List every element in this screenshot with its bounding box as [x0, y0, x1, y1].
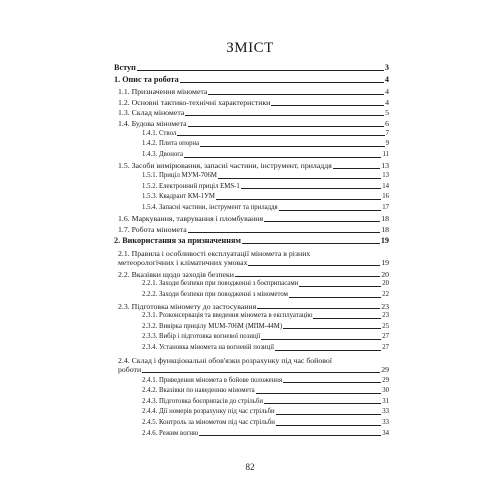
- toc-entry-title: 2.4.5. Контроль за мінометом під час стрільби: [142, 418, 275, 426]
- toc-entry[interactable]: [142, 205, 389, 212]
- dot-leader: [283, 382, 381, 383]
- dot-leader: [200, 146, 384, 147]
- toc-entry-title: 2.2.1. Заходи безпеки при поводженні з боєприпасами: [142, 280, 299, 288]
- toc-entry-title: 1.4.3. Двонога: [142, 150, 184, 158]
- toc-entry[interactable]: [142, 334, 389, 341]
- toc-entry-title: 2.4.1. Приведення міномета в бойове положення: [142, 376, 283, 384]
- toc-entry[interactable]: [118, 120, 389, 128]
- toc-entry-page: 20: [381, 269, 389, 279]
- toc-entry-page: 20: [382, 280, 389, 288]
- toc-entry-page: 34: [382, 429, 389, 437]
- toc-entry-page: 5: [385, 108, 389, 118]
- toc-entry-page: 33: [382, 418, 389, 426]
- toc-entry[interactable]: [118, 226, 389, 234]
- toc-entry[interactable]: [142, 184, 389, 191]
- dot-leader: [177, 135, 384, 136]
- dot-leader: [185, 115, 384, 116]
- toc-entry[interactable]: [142, 141, 389, 148]
- dot-leader: [257, 308, 380, 309]
- dot-leader: [276, 414, 382, 415]
- toc-entry[interactable]: [142, 313, 389, 320]
- toc-entry-page: 3: [384, 63, 389, 72]
- toc-entry-title: 1.4. Будова міномета: [118, 119, 187, 128]
- toc-entry-page: 13: [381, 161, 389, 171]
- dot-leader: [218, 178, 381, 179]
- toc-entry-page: 22: [382, 290, 389, 298]
- toc-entry[interactable]: [118, 271, 389, 279]
- toc-entry-page: 19: [381, 257, 389, 267]
- dot-leader: [264, 221, 380, 222]
- toc-entry-page: 6: [385, 119, 389, 128]
- toc-entry-page: 18: [381, 214, 389, 224]
- toc-entry[interactable]: [142, 152, 389, 159]
- toc-entry[interactable]: [118, 99, 389, 107]
- dot-leader: [235, 276, 380, 277]
- page-number: 82: [245, 462, 255, 472]
- toc-entry-title: 2.4.4. Дії номерів розрахунку під час стрільби: [142, 408, 275, 416]
- toc-entry-title: 2.3.2. Вивірка прицілу MUM-706M (МПМ-44М): [142, 322, 283, 330]
- dot-leader: [283, 328, 381, 329]
- toc-entry-title: Вступ: [114, 63, 136, 72]
- toc-entry-title-line: роботи: [118, 364, 142, 374]
- toc-entry[interactable]: [142, 292, 389, 299]
- toc-entry[interactable]: [118, 215, 389, 223]
- dot-leader: [216, 199, 381, 200]
- toc-entry[interactable]: [142, 388, 389, 395]
- dot-leader: [261, 339, 381, 340]
- toc-entry-title: 1.5.3. Квадрант КМ-1УМ: [142, 193, 215, 201]
- dot-leader: [208, 94, 384, 95]
- dot-leader: [264, 403, 381, 404]
- toc-entry-title: 1.3. Склад міномета: [118, 108, 185, 118]
- dot-leader: [188, 232, 380, 233]
- toc-entry-page: 18: [381, 225, 389, 234]
- dot-leader: [333, 168, 380, 169]
- page-title: ЗМІСТ: [226, 40, 274, 56]
- toc-entry-title: 1.4.2. Плита опорна: [142, 140, 200, 148]
- toc-entry-title: 1.6. Маркування, таврування і пломбування: [118, 214, 264, 224]
- toc-entry-page: 4: [384, 75, 389, 85]
- toc-entry-page: 31: [382, 397, 389, 405]
- toc-entry-page: 33: [382, 408, 389, 416]
- dot-leader: [279, 210, 382, 211]
- toc-entry-page: 23: [382, 312, 389, 320]
- dot-leader: [142, 372, 380, 373]
- toc-entry-title: 1.5. Засоби вимірювання, запасні частини, інструмент, приладдя: [118, 161, 332, 171]
- toc-entry-title: 2.3.1. Розконсервація та введення міномета в експлуатацію: [142, 312, 313, 320]
- toc-entry-page: 23: [381, 301, 389, 311]
- toc-entry[interactable]: [142, 194, 389, 201]
- toc-entry-title: 2.2. Вказівки щодо заходів безпеки: [118, 269, 234, 279]
- toc-entry[interactable]: [118, 356, 389, 374]
- toc-entry-title: 1.7. Робота міномета: [118, 225, 187, 234]
- toc-entry[interactable]: [118, 303, 389, 311]
- toc-entry[interactable]: [142, 345, 389, 352]
- toc-entry[interactable]: [118, 162, 389, 170]
- toc-entry-title: 1.2. Основні тактико-технічні характеристики: [118, 97, 271, 107]
- toc-entry[interactable]: [118, 88, 389, 96]
- toc-entry[interactable]: [142, 420, 389, 427]
- toc-entry-page: 16: [382, 193, 389, 201]
- toc-entry-page: 29: [381, 364, 389, 374]
- toc-entry-title: 2. Використання за призначенням: [114, 235, 241, 245]
- dot-leader: [276, 425, 381, 426]
- toc-entry-title-line: метеорологічних і кліматичних умовах: [118, 257, 248, 267]
- toc-entry-title: 1.5.4. Запасні частини, інструмент та приладдя: [142, 203, 278, 211]
- dot-leader: [242, 243, 380, 244]
- toc-entry[interactable]: [114, 64, 389, 72]
- toc-entry-page: 27: [382, 343, 389, 351]
- dot-leader: [313, 318, 381, 319]
- toc-entry-page: 29: [382, 376, 389, 384]
- toc-entry[interactable]: [142, 409, 389, 416]
- toc-entry-page: 11: [382, 150, 389, 158]
- dot-leader: [271, 105, 384, 106]
- toc-entry-title: 2.2.2. Заходи безпеки при поводженні з мінометом: [142, 290, 288, 298]
- toc-entry-page: 25: [382, 322, 389, 330]
- toc-entry-title-line: 2.1. Правила і особливості експлуатації міномета в різних: [118, 248, 311, 258]
- dot-leader: [199, 435, 381, 436]
- toc-entry-page: 13: [382, 172, 389, 179]
- toc-entry-title: 1.4.1. Ствол: [142, 129, 177, 137]
- toc-entry-title: 2.4.3. Підготовка боєприпасів до стрільби: [142, 397, 263, 405]
- toc-entry-title: 2.4.6. Режим вогню: [142, 429, 199, 437]
- toc-entry-title: 2.4.2. Вказівки по наведенню міномета: [142, 387, 255, 395]
- toc-entry-page: 19: [380, 235, 389, 245]
- toc-entry[interactable]: [114, 237, 389, 245]
- toc-entry-page: 9: [385, 140, 389, 148]
- toc-entry[interactable]: [142, 378, 389, 385]
- toc-entry-page: 30: [382, 387, 389, 395]
- toc-entry-page: 17: [382, 203, 389, 211]
- toc-entry-title: 2.3. Підготовка міномету до застосування: [118, 301, 257, 311]
- toc-entry-title: 2.3.3. Вибір і підготовка вогневої позиції: [142, 333, 261, 341]
- toc-entry[interactable]: [142, 399, 389, 406]
- dot-leader: [184, 157, 381, 158]
- dot-leader: [289, 297, 381, 298]
- toc-entry-title: 1.5.1. Приціл МУМ-706М: [142, 172, 217, 179]
- toc-entry[interactable]: [118, 249, 389, 267]
- toc-entry[interactable]: [142, 281, 389, 288]
- toc-entry[interactable]: [142, 173, 389, 180]
- toc-entry-page: 27: [382, 333, 389, 341]
- toc-entry-page: 7: [385, 129, 389, 137]
- toc-entry-title: 1. Опис та робота: [114, 75, 179, 85]
- toc-entry[interactable]: [114, 76, 389, 84]
- dot-leader: [241, 188, 381, 189]
- dot-leader: [256, 393, 382, 394]
- dot-leader: [180, 82, 384, 83]
- toc-entry-page: 14: [382, 182, 389, 190]
- toc-entry[interactable]: [142, 131, 389, 138]
- toc-entry-title-line: 2.4. Склад і функціональні обов'язки розрахунку під час бойової: [118, 355, 332, 365]
- dot-leader: [137, 70, 384, 71]
- toc-entry[interactable]: [118, 109, 389, 117]
- dot-leader: [188, 126, 385, 127]
- dot-leader: [299, 286, 381, 287]
- toc-entry-title: 2.3.4. Установка міномета на вогневій позиції: [142, 343, 274, 351]
- toc-entry[interactable]: [142, 431, 389, 438]
- toc-entry[interactable]: [142, 324, 389, 331]
- toc-entry-page: 4: [385, 97, 389, 107]
- dot-leader: [248, 265, 380, 266]
- dot-leader: [275, 350, 381, 351]
- toc-entry-page: 4: [385, 87, 389, 97]
- toc-entry-title: 1.1. Призначення міномета: [118, 87, 208, 97]
- toc-entry-title: 1.5.2. Електронний приціл EMS-1: [142, 182, 240, 190]
